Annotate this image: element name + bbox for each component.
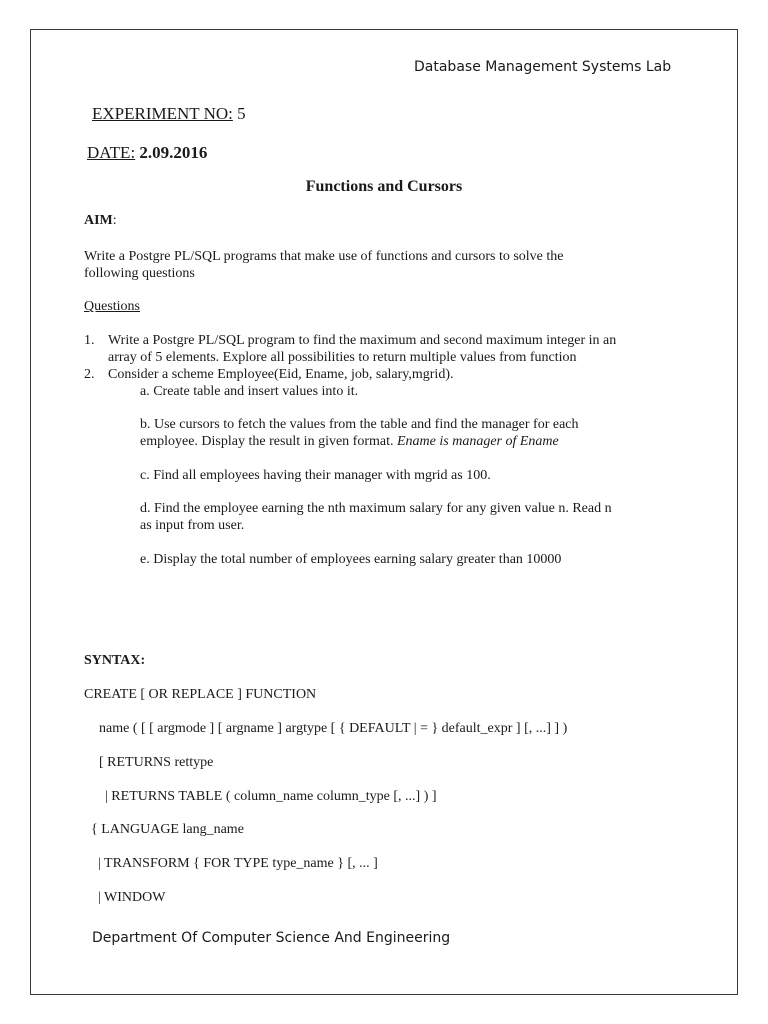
aim-text: Write a Postgre PL/SQL programs that make use of functions and cursors to solve the following questions xyxy=(84,249,564,281)
experiment-date xyxy=(87,143,207,163)
question-1-number: 1. xyxy=(84,333,95,348)
question-2a: a. Create table and insert values into it. xyxy=(140,384,359,399)
syntax-line: | RETURNS TABLE ( column_name column_type [, ...] ) ] xyxy=(105,789,437,804)
questions-heading: Questions xyxy=(84,299,140,314)
question-2c: c. Find all employees having their manager with mgrid as 100. xyxy=(140,468,491,483)
syntax-line: name ( [ [ argmode ] [ argname ] argtype [ { DEFAULT | = } default_expr ] [, ...] ] ) xyxy=(99,721,568,736)
question-2e: e. Display the total number of employees earning salary greater than 10000 xyxy=(140,552,562,567)
question-2b: b. Use cursors to fetch the values from the table and find the manager for each employee. Display the result in given format. Ename is manager of Ename xyxy=(140,417,579,449)
date-label: DATE: xyxy=(87,143,136,162)
lab-title: Database Management Systems Lab xyxy=(414,59,672,75)
question-1: 1. Write a Postgre PL/SQL program to find the maximum and second maximum integer in an array of 5 elements. Explore all possibilities to return multiple values from function xyxy=(84,333,617,365)
syntax-heading: SYNTAX: xyxy=(84,653,146,668)
question-2-number: 2. xyxy=(84,367,95,382)
syntax-line: | TRANSFORM { FOR TYPE type_name } [, ... ] xyxy=(98,856,378,871)
syntax-line: | WINDOW xyxy=(98,890,166,905)
syntax-line: [ RETURNS rettype xyxy=(99,755,214,770)
syntax-line: CREATE [ OR REPLACE ] FUNCTION xyxy=(84,687,317,702)
experiment-number xyxy=(92,104,246,124)
page-title: Functions and Cursors xyxy=(305,178,463,195)
experiment-value: 5 xyxy=(237,104,246,123)
aim-heading: AIM: xyxy=(84,213,117,228)
footer-department: Department Of Computer Science And Engineering xyxy=(92,930,451,946)
question-2: 2. Consider a scheme Employee(Eid, Ename, job, salary,mgrid). xyxy=(84,367,454,382)
question-2d: d. Find the employee earning the nth maximum salary for any given value n. Read n as input from user. xyxy=(140,501,612,533)
date-value: 2.09.2016 xyxy=(139,143,208,162)
experiment-label: EXPERIMENT NO: xyxy=(92,104,233,123)
syntax-line: { LANGUAGE lang_name xyxy=(91,822,244,837)
